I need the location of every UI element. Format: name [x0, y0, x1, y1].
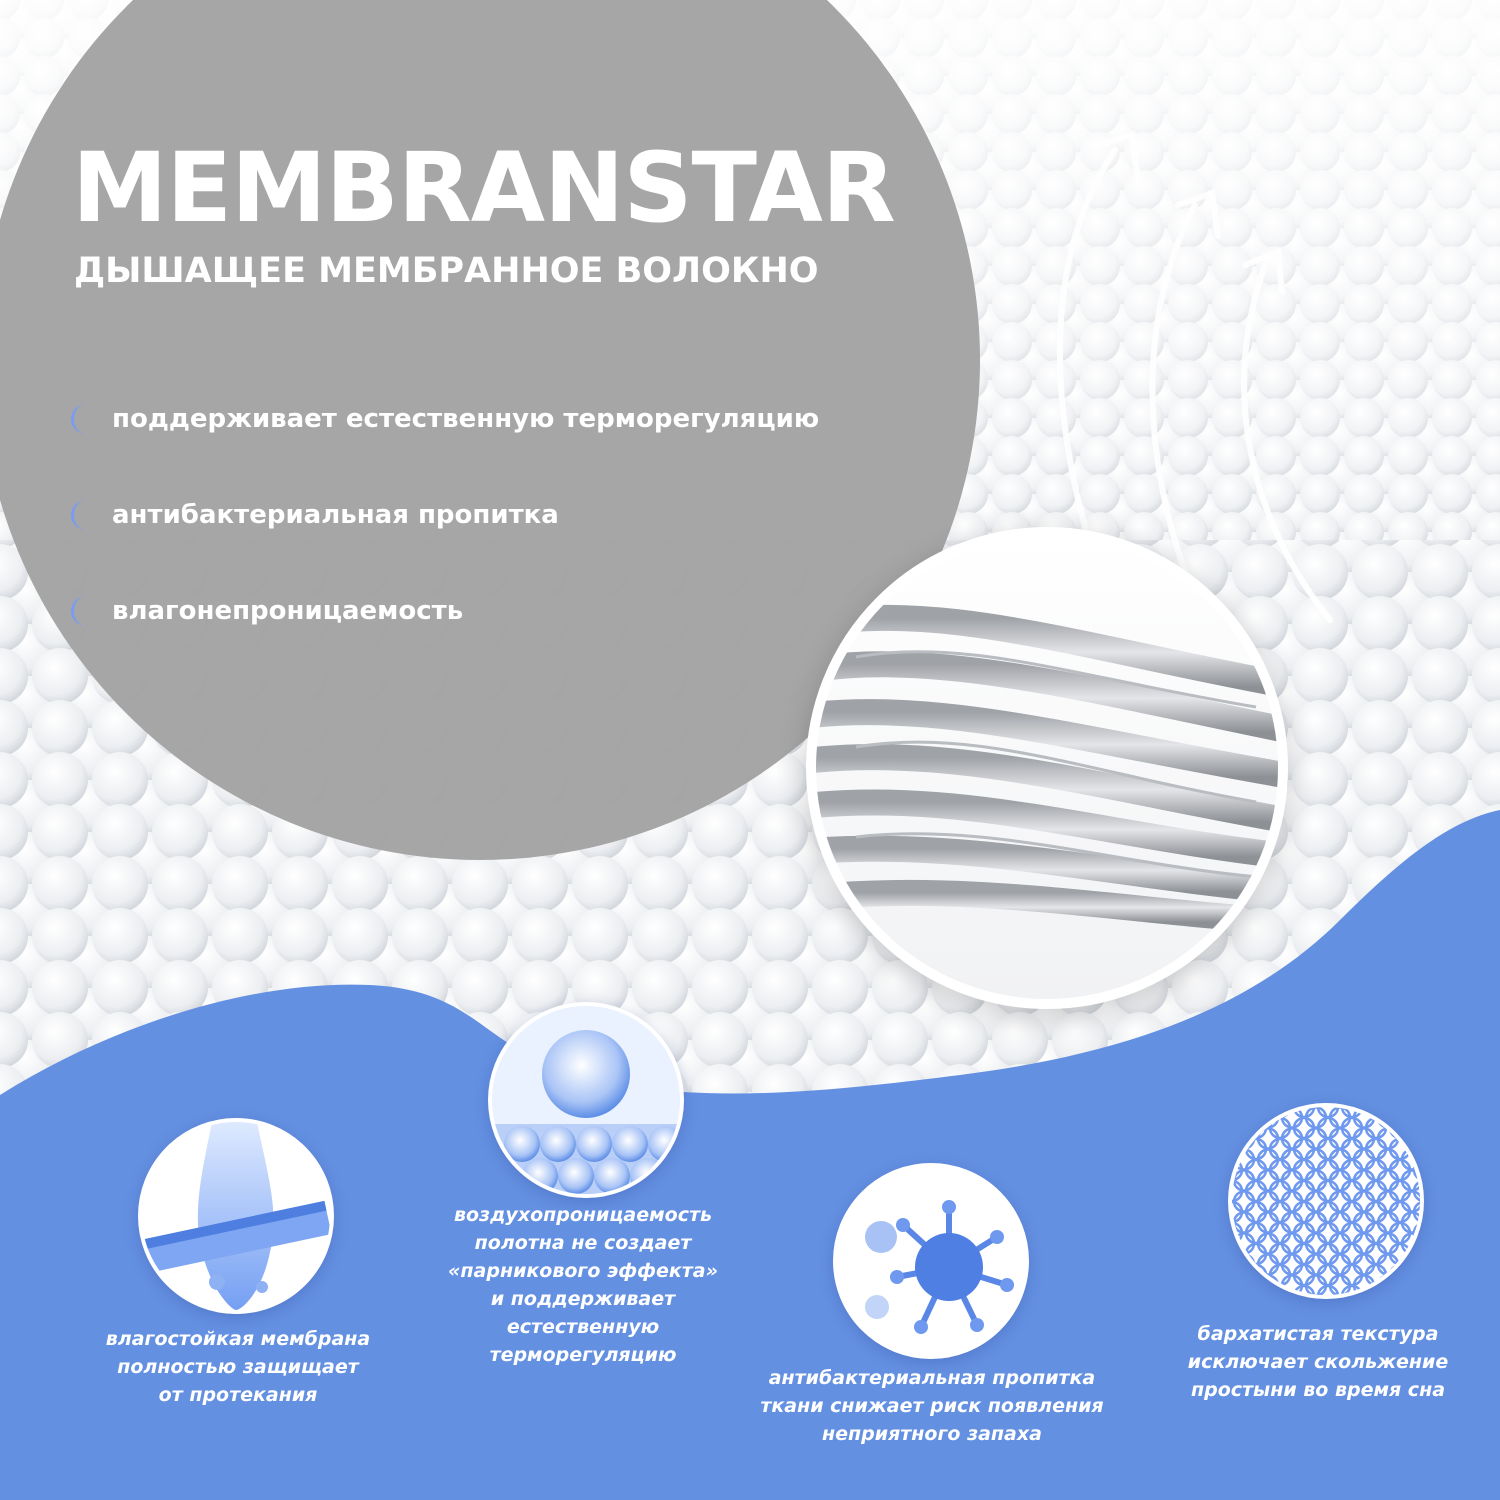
benefit-caption-air: воздухопроницаемость полотна не создает «парникового эффекта» и поддерживает естественную терморегуляцию — [448, 1204, 718, 1366]
moon-bullet-icon — [64, 402, 98, 436]
honeycomb-texture-icon — [1228, 1103, 1424, 1299]
feature-label: влагонепроницаемость — [112, 596, 464, 626]
water-drop-icon — [138, 1118, 334, 1314]
fiber-closeup-image — [806, 527, 1288, 1009]
moon-bullet-icon — [64, 498, 98, 532]
air-bubble-icon — [488, 1002, 684, 1198]
feature-label: поддерживает естественную терморегуляцию — [112, 404, 820, 434]
benefit-caption-water: влагостойкая мембрана полностью защищает от протекания — [105, 1328, 371, 1406]
moon-bullet-icon — [64, 594, 98, 628]
feature-list — [64, 396, 819, 684]
brand-subtitle: ДЫШАЩЕЕ МЕМБРАННОЕ ВОЛОКНО — [74, 251, 819, 291]
feature-label: антибактериальная пропитка — [112, 500, 559, 530]
benefit-caption-texture: бархатистая текстура исключает скольжение простыни во время сна — [1187, 1323, 1449, 1401]
feature-item — [64, 396, 819, 442]
feature-item — [64, 588, 819, 634]
brand-title: MEMBRANSTAR — [72, 132, 895, 244]
benefit-caption-antibacterial: антибактериальная пропитка ткани снижает риск появления неприятного запаха — [760, 1367, 1104, 1445]
feature-item — [64, 492, 819, 538]
virus-icon — [833, 1163, 1029, 1359]
